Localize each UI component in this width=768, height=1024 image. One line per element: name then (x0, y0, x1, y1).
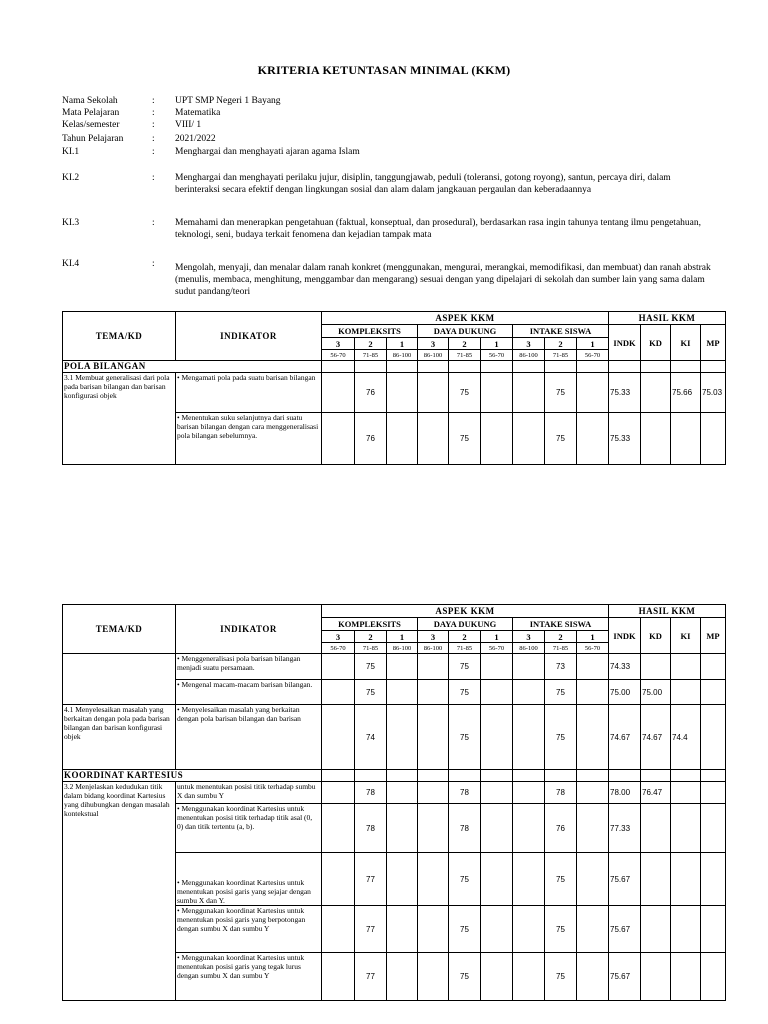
header-ki: KI (671, 618, 701, 654)
info-colon: : (152, 134, 155, 144)
daya-dukung-2: 78 (449, 804, 481, 853)
header-aspek-kkm: ASPEK KKM (322, 312, 609, 325)
level: 1 (387, 631, 418, 643)
level: 3 (513, 631, 545, 643)
daya-dukung-2: 75 (449, 705, 481, 770)
kompleksitas-2: 77 (355, 906, 387, 953)
info-label: Mata Pelajaran (62, 108, 120, 118)
range: 56-70 (481, 643, 513, 654)
indikator-cell: untuk menentukan posisi titik terhadap sumbu X dan sumbu Y (176, 782, 322, 804)
indk-value: 75.33 (609, 413, 641, 465)
intake-2: 75 (545, 953, 577, 1001)
kd-value: 74.67 (641, 705, 671, 770)
info-colon: : (152, 147, 155, 157)
level: 3 (322, 338, 355, 350)
range: 71-85 (355, 350, 387, 361)
info-colon: : (152, 218, 155, 228)
info-colon: : (152, 173, 155, 183)
daya-dukung-2: 75 (449, 853, 481, 906)
indikator-cell: • Mengamati pola pada suatu barisan bilangan (176, 373, 322, 413)
intake-2: 75 (545, 373, 577, 413)
intake-2: 75 (545, 906, 577, 953)
kompleksitas-2: 75 (355, 680, 387, 705)
ki-value (671, 413, 701, 465)
ki-value (671, 853, 701, 906)
kompleksitas-2: 76 (355, 373, 387, 413)
header-mp: MP (701, 618, 726, 654)
info-label: Nama Sekolah (62, 96, 118, 106)
info-value: Memahami dan menerapkan pengetahuan (faktual, konseptual, dan prosedural), berdasarkan rasa ingin tahunya tentang ilmu pengetahuan, teknologi, seni, budaya terkait fenomena dan kejadian tampak mata (175, 218, 702, 240)
header-kompleksitas: KOMPLEKSITS (322, 325, 418, 338)
kkm-table-2 (62, 604, 726, 1001)
ki-value (671, 654, 701, 680)
indk-value: 75.67 (609, 953, 641, 1001)
info-colon: : (152, 120, 155, 130)
range: 56-70 (577, 643, 609, 654)
kd-value (641, 413, 671, 465)
range: 86-100 (513, 350, 545, 361)
info-label: KI.3 (62, 218, 80, 228)
level: 2 (545, 338, 577, 350)
indk-value: 78.00 (609, 782, 641, 804)
header-indk: INDK (609, 325, 641, 361)
header-mp: MP (701, 325, 726, 361)
info-colon: : (152, 108, 155, 118)
range: 56-70 (481, 350, 513, 361)
level: 1 (481, 338, 513, 350)
daya-dukung-2: 75 (449, 680, 481, 705)
header-tema-kd: TEMA/KD (63, 605, 176, 654)
indikator-cell: • Menggunakan koordinat Kartesius untuk menentukan posisi titik terhadap titik asal (0, 0) dan titik tertentu (a, b). (176, 804, 322, 853)
table-row (63, 705, 726, 770)
table-row (63, 373, 726, 413)
range: 71-85 (545, 643, 577, 654)
info-colon: : (152, 259, 155, 269)
indikator-cell: • Mengenal macam-macam barisan bilangan. (176, 680, 322, 705)
daya-dukung-2: 75 (449, 654, 481, 680)
range: 86-100 (387, 350, 418, 361)
kd-value: 76.47 (641, 782, 671, 804)
kompleksitas-2: 77 (355, 953, 387, 1001)
header-daya-dukung: DAYA DUKUNG (418, 325, 513, 338)
level: 2 (449, 338, 481, 350)
kd-value: 75.00 (641, 680, 671, 705)
indk-value: 75.67 (609, 906, 641, 953)
kompleksitas-2: 74 (355, 705, 387, 770)
header-kd: KD (641, 325, 671, 361)
daya-dukung-2: 75 (449, 413, 481, 465)
kompleksitas-2: 75 (355, 654, 387, 680)
mp-value (701, 906, 726, 953)
info-value: Matematika (175, 108, 221, 118)
range: 71-85 (449, 350, 481, 361)
range: 86-100 (387, 643, 418, 654)
indikator-cell: • Menyelesaikan masalah yang berkaitan dengan pola barisan bilangan dan barisan (176, 705, 322, 770)
intake-2: 73 (545, 654, 577, 680)
section-koordinat-kartesius: KOORDINAT KARTESIUS (63, 770, 322, 782)
intake-2: 75 (545, 413, 577, 465)
range: 56-70 (322, 350, 355, 361)
range: 56-70 (322, 643, 355, 654)
mp-value (701, 953, 726, 1001)
ki-value: 75.66 (671, 373, 701, 413)
header-aspek-kkm: ASPEK KKM (322, 605, 609, 618)
mp-value: 75.03 (701, 373, 726, 413)
daya-dukung-2: 75 (449, 906, 481, 953)
indk-value: 75.33 (609, 373, 641, 413)
kd-value (641, 953, 671, 1001)
ki-value (671, 953, 701, 1001)
indikator-cell: • Menggunakan koordinat Kartesius untuk menentukan posisi garis yang tegak lurus dengan sumbu X dan sumbu Y (176, 953, 322, 1001)
range: 86-100 (418, 643, 449, 654)
info-value: Mengolah, menyaji, dan menalar dalam ranah konkret (menggunakan, mengurai, merangkai, memodifikasi, dan membuat) dan ranah abstrak (menulis, membaca, menghitung, menggambar dan mengarang) sesuai dengan yang dipelajari di sekolah dan sumber lain yang sama dalam sudut pandang/teori (175, 263, 711, 297)
kompleksitas-2: 78 (355, 782, 387, 804)
kd-value (641, 654, 671, 680)
ki-value (671, 680, 701, 705)
range: 86-100 (418, 350, 449, 361)
indikator-cell: • Menggeneralisasi pola barisan bilangan menjadi suatu persamaan. (176, 654, 322, 680)
level: 1 (387, 338, 418, 350)
indk-value: 75.00 (609, 680, 641, 705)
kd-4-1: 4.1 Menyelesaikan masalah yang berkaitan dengan pola pada barisan bilangan dan barisan konfigurasi objek (63, 705, 176, 770)
daya-dukung-2: 78 (449, 782, 481, 804)
indk-value: 75.67 (609, 853, 641, 906)
level: 3 (513, 338, 545, 350)
level: 2 (449, 631, 481, 643)
ki-value (671, 906, 701, 953)
info-label: KI.2 (62, 173, 80, 183)
kompleksitas-2: 76 (355, 413, 387, 465)
range: 71-85 (449, 643, 481, 654)
daya-dukung-2: 75 (449, 373, 481, 413)
ki-value: 74.4 (671, 705, 701, 770)
mp-value (701, 853, 726, 906)
range: 86-100 (513, 643, 545, 654)
intake-2: 75 (545, 705, 577, 770)
kkm-table-1 (62, 311, 726, 465)
indk-value: 74.67 (609, 705, 641, 770)
info-label: KI.1 (62, 147, 80, 157)
info-label: Kelas/semester (62, 120, 120, 130)
info-colon: : (152, 96, 155, 106)
intake-2: 78 (545, 782, 577, 804)
header-intake: INTAKE SISWA (513, 618, 609, 631)
indk-value: 77.33 (609, 804, 641, 853)
table-row (63, 782, 726, 804)
info-value: Menghargai dan menghayati perilaku jujur, disiplin, tanggungjawab, peduli (toleransi, gotong royong), santun, percaya diri, dalam berinteraksi secara efektif dengan lingkungan sosial dan alam dalam jangkauan pergaulan dan keberadaannya (175, 173, 671, 195)
mp-value (701, 705, 726, 770)
section-pola-bilangan: POLA BILANGAN (63, 361, 322, 373)
header-ki: KI (671, 325, 701, 361)
level: 3 (418, 338, 449, 350)
kompleksitas-2: 78 (355, 804, 387, 853)
level: 1 (481, 631, 513, 643)
intake-2: 76 (545, 804, 577, 853)
header-kd: KD (641, 618, 671, 654)
kd-value (641, 373, 671, 413)
kd-3-2: 3.2 Menjelaskan kedudukan titik dalam bidang koordinat Kartesius yang dihubungkan dengan masalah kontekstual (63, 782, 176, 1001)
header-hasil-kkm: HASIL KKM (609, 312, 726, 325)
header-intake: INTAKE SISWA (513, 325, 609, 338)
mp-value (701, 804, 726, 853)
range: 71-85 (545, 350, 577, 361)
header-daya-dukung: DAYA DUKUNG (418, 618, 513, 631)
indikator-cell: • Menggunakan koordinat Kartesius untuk menentukan posisi garis yang berpotongan dengan sumbu X dan sumbu Y (176, 906, 322, 953)
mp-value (701, 654, 726, 680)
table-row (63, 654, 726, 680)
ki-value (671, 804, 701, 853)
daya-dukung-2: 75 (449, 953, 481, 1001)
kd-value (641, 853, 671, 906)
header-hasil-kkm: HASIL KKM (609, 605, 726, 618)
level: 3 (322, 631, 355, 643)
level: 2 (545, 631, 577, 643)
header-indikator: INDIKATOR (176, 605, 322, 654)
info-label: Tahun Pelajaran (62, 134, 124, 144)
kd-value (641, 906, 671, 953)
page-title: KRITERIA KETUNTASAN MINIMAL (KKM) (257, 63, 511, 77)
header-tema-kd: TEMA/KD (63, 312, 176, 361)
header-indikator: INDIKATOR (176, 312, 322, 361)
level: 3 (418, 631, 449, 643)
intake-2: 75 (545, 853, 577, 906)
indikator-cell: • Menentukan suku selanjutnya dari suatu barisan bilangan dengan cara menggeneralisasi pola bilangan sebelumnya. (176, 413, 322, 465)
info-value: VIII/ 1 (175, 120, 202, 130)
range: 71-85 (355, 643, 387, 654)
indikator-cell: • Menggunakan koordinat Kartesius untuk menentukan posisi garis yang sejajar dengan sumbu X dan Y. (176, 853, 322, 906)
level: 1 (577, 631, 609, 643)
header-kompleksitas: KOMPLEKSITS (322, 618, 418, 631)
info-value: Menghargai dan menghayati ajaran agama Islam (175, 147, 360, 157)
level: 2 (355, 338, 387, 350)
kd-3-1: 3.1 Membuat generalisasi dari pola pada barisan bilangan dan barisan konfigurasi objek (63, 373, 176, 465)
range: 56-70 (577, 350, 609, 361)
kd-value (641, 804, 671, 853)
info-value: 2021/2022 (175, 134, 216, 144)
kompleksitas-2: 77 (355, 853, 387, 906)
level: 1 (577, 338, 609, 350)
level: 2 (355, 631, 387, 643)
mp-value (701, 680, 726, 705)
header-indk: INDK (609, 618, 641, 654)
info-label: KI.4 (62, 259, 80, 269)
ki-value (671, 782, 701, 804)
mp-value (701, 782, 726, 804)
info-value: UPT SMP Negeri 1 Bayang (175, 96, 281, 106)
mp-value (701, 413, 726, 465)
intake-2: 75 (545, 680, 577, 705)
indk-value: 74.33 (609, 654, 641, 680)
